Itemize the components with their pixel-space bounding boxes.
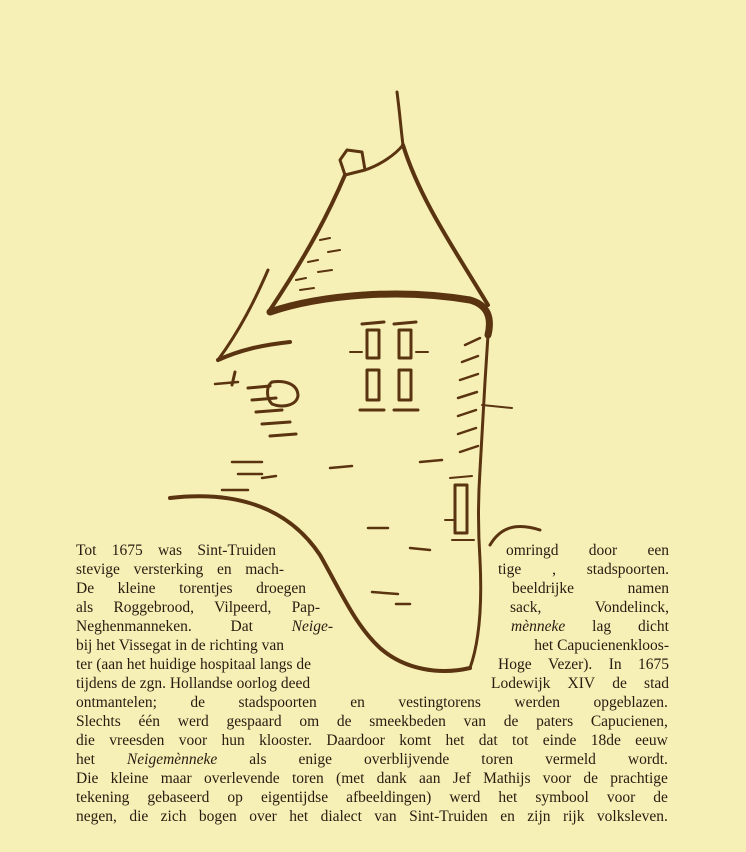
text-line-3-left: De kleine torentjes droegen [76,580,306,597]
text-line-13: Die kleine maar overlevende toren (met dank aan Jef Mathijs voor de prachtige [76,770,668,787]
text-line-9: ontmantelen; de stadspoorten en vestingtorens werden opgeblazen. [76,694,668,711]
text-line-7-right: Hoge Vezer). In 1675 [498,656,669,673]
text-line-15: negen, die zich bogen over het dialect van Sint-Truiden en zijn rijk volksleven. [76,808,668,825]
text-line-2-right: tige , stadspoorten. [498,561,669,578]
text-line-14: tekening gebaseerd op eigentijdse afbeeldingen) werd het symbool voor de [76,789,668,806]
text-line-10: Slechts één werd gespaard om de smeekbeden van de paters Capucienen, [76,713,668,730]
text-line-4-left: als Roggebrood, Vilpeerd, Pap- [76,599,320,616]
text-line-8-right: Lodewijk XIV de stad [491,675,669,692]
text-line-8-left: tijdens de zgn. Hollandse oorlog deed [76,675,311,692]
text-line-5-right: mènneke lag dicht [511,618,669,635]
text-line-1-left: Tot 1675 was Sint-Truiden [76,542,276,559]
text-line-11: die vreesden voor hun klooster. Daardoor komt het dat tot einde 18de eeuw [76,732,668,749]
text-line-5-left: Neghenmanneken. Dat Neige- [76,618,333,635]
text-line-12: het Neigemènneke als enige overblijvende toren vermeld wordt. [76,751,668,768]
text-line-6-right: het Capucienenkloos- [534,637,669,654]
text-line-3-right: beeldrijke namen [512,580,669,597]
text-line-4-right: sack, Vondelinck, [510,599,669,616]
text-line-7-left: ter (aan het huidige hospitaal langs de [76,656,312,673]
text-line-2-left: stevige versterking en mach- [76,561,284,578]
text-line-6-left: bij het Vissegat in de richting van [76,637,284,654]
text-line-1-right: omringd door een [506,542,669,559]
